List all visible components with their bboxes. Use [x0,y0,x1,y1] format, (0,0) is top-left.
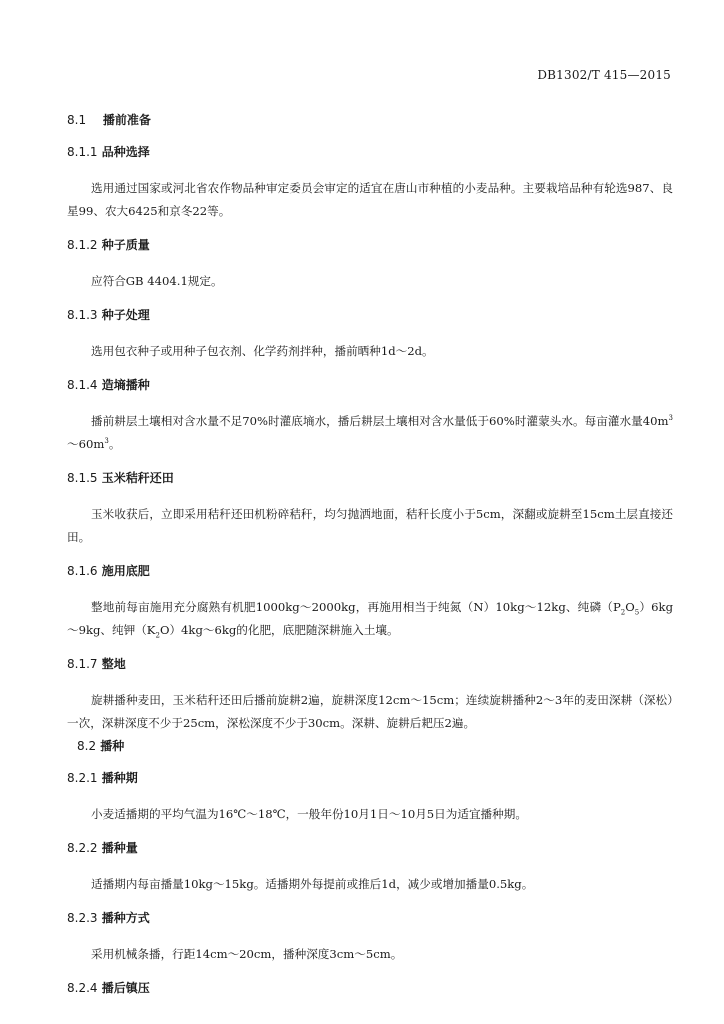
paragraph-8-2-3: 采用机械条播，行距14cm～20cm，播种深度3cm～5cm。 [91,947,403,961]
heading-title: 品种选择 [101,145,150,159]
document-number: DB1302/T 415—2015 [537,68,671,82]
superscript: 3 [104,437,109,446]
document-body [67,113,673,1013]
text-run: 播前耕层土壤相对含水量不足70%时灌底墒水，播后耕层土壤相对含水量低于60%时灌蒙头水。每亩灌水量40m [91,414,669,428]
heading-title: 播种量 [101,841,138,855]
heading-number: 8.2.2 [67,841,98,855]
paragraph-8-2-2: 适播期内每亩播量10kg～15kg。适播期外每提前或推后1d，减少或增加播量0.5kg。 [91,877,534,891]
heading-title: 播种期 [101,771,138,785]
heading-8-1-2 [67,238,673,252]
heading-8-2-4 [67,981,673,995]
heading-8-1-5 [67,471,673,485]
heading-title: 播后镇压 [101,981,150,995]
text-run: ）6kg～9kg、纯钾（K [67,600,673,637]
heading-number: 8.1.2 [67,238,98,252]
heading-title: 玉米秸秆还田 [101,471,174,485]
heading-number: 8.1.5 [67,471,98,485]
heading-number: 8.2.1 [67,771,98,785]
heading-number: 8.1.1 [67,145,98,159]
heading-title: 播前准备 [102,113,151,127]
heading-number: 8.1.7 [67,657,98,671]
superscript: 3 [668,414,673,423]
paragraph-8-2-1: 小麦适播期的平均气温为16℃～18℃，一般年份10月1日～10月5日为适宜播种期。 [91,807,527,821]
text-run: O）4kg～6kg的化肥，底肥随深耕施入土壤。 [159,623,399,637]
heading-number: 8.2.3 [67,911,98,925]
heading-number: 8.2 [77,739,97,753]
heading-number: 8.2.4 [67,981,98,995]
subscript: 2 [155,631,160,640]
heading-8-2-2 [67,841,673,855]
heading-title: 种子质量 [101,238,150,252]
heading-title: 种子处理 [101,308,150,322]
heading-title: 整地 [101,657,126,671]
heading-number: 8.1 [67,113,87,127]
paragraph-8-1-5: 玉米收获后，立即采用秸秆还田机粉碎秸秆，均匀抛洒地面，秸秆长度小于5cm，深翻或旋耕至15cm土层直接还田。 [67,507,673,544]
paragraph-8-1-7: 旋耕播种麦田，玉米秸秆还田后播前旋耕2遍，旋耕深度12cm～15cm；连续旋耕播种2～3年的麦田深耕（深松）一次，深耕深度不少于25cm，深松深度不少于30cm。深耕、旋耕后耙压2遍。 [67,693,673,730]
heading-8-2-3 [67,911,673,925]
paragraph-8-1-3: 选用包衣种子或用种子包衣剂、化学药剂拌种，播前晒种1d～2d。 [91,344,434,358]
subscript: 2 [620,608,626,617]
heading-number: 8.1.6 [67,564,98,578]
paragraph-8-1-4 [67,410,673,456]
heading-8-2-1 [67,771,673,785]
heading-8-1 [67,113,673,127]
subscript: 5 [634,608,640,617]
heading-8-1-1 [67,145,673,159]
paragraph-8-1-6 [67,596,673,642]
text-run: 。 [108,437,121,451]
heading-title: 播种方式 [101,911,150,925]
heading-title: 播种 [100,739,125,753]
heading-8-1-7 [67,657,673,671]
heading-8-1-6 [67,564,673,578]
heading-8-1-4 [67,378,673,392]
heading-number: 8.1.3 [67,308,98,322]
heading-8-2 [77,739,673,753]
text-run: O [625,600,635,614]
text-run: ～60m [67,437,105,451]
heading-title: 施用底肥 [101,564,150,578]
paragraph-8-1-1: 选用通过国家或河北省农作物品种审定委员会审定的适宜在唐山市种植的小麦品种。主要栽培品种有轮选987、良星99、农大6425和京冬22等。 [67,181,673,218]
heading-8-1-3 [67,308,673,322]
heading-title: 造墒播种 [101,378,150,392]
text-run: 整地前每亩施用充分腐熟有机肥1000kg～2000kg，再施用相当于纯氮（N）10kg～12kg、纯磷（P [91,600,621,614]
paragraph-8-1-2: 应符合GB 4404.1规定。 [91,274,223,288]
heading-number: 8.1.4 [67,378,98,392]
